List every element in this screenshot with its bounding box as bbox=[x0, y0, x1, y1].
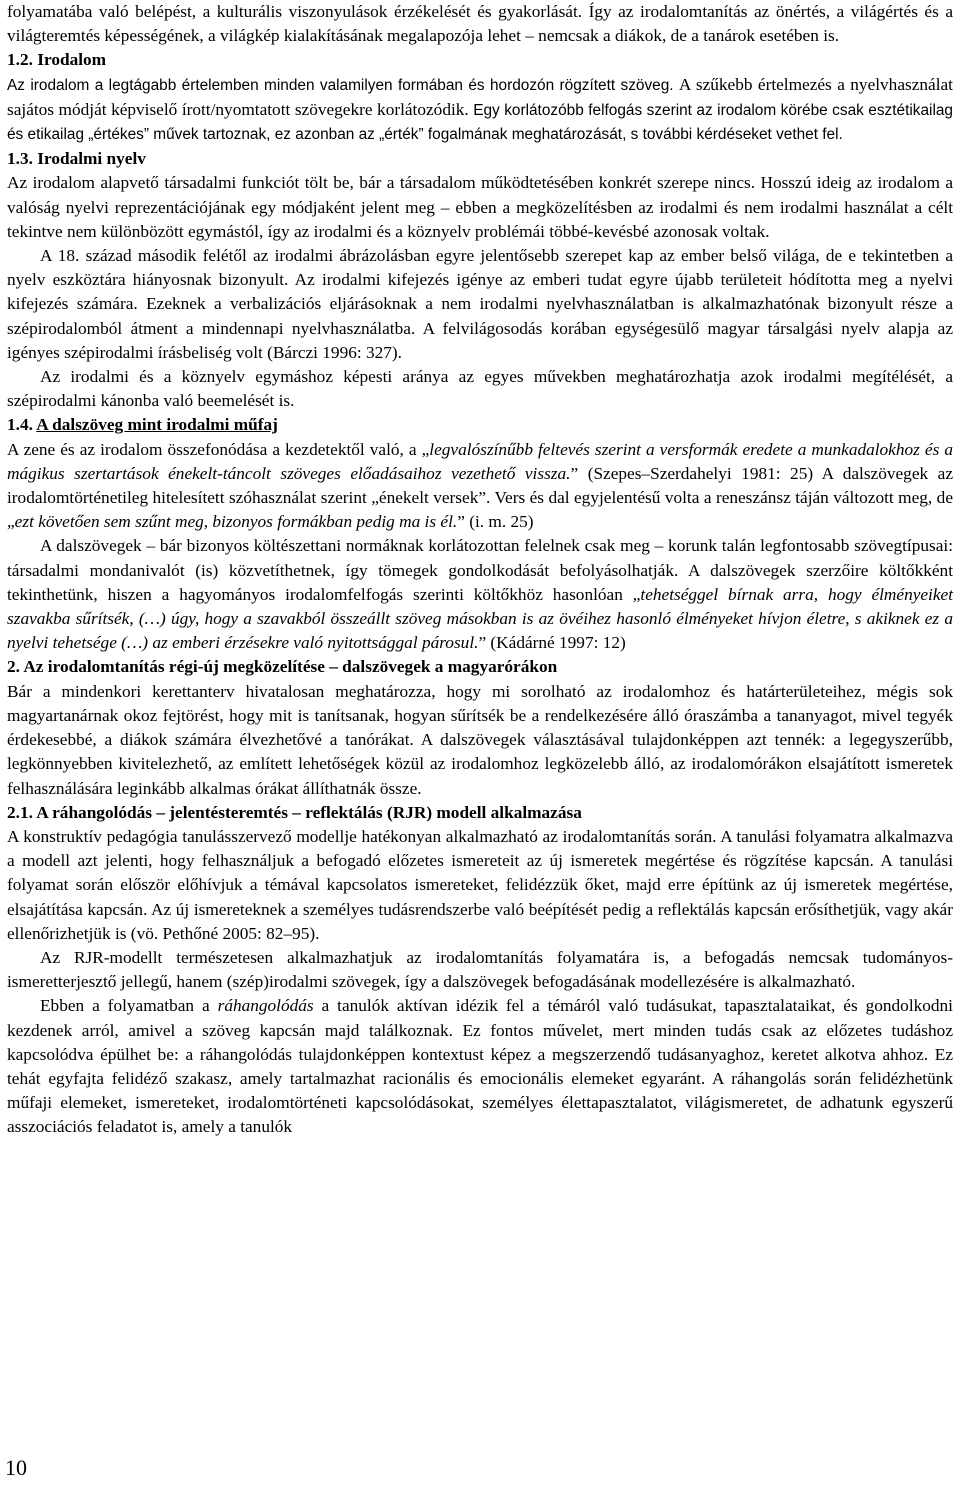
paragraph-2-1-c-emphasis: ráhangolódás bbox=[217, 996, 314, 1016]
heading-1-4-title: A dalszöveg mint irodalmi műfaj bbox=[36, 415, 278, 435]
paragraph-1-2-a: Az irodalom a legtágabb értelemben minden valamilyen formában és hordozón rögzített szöveg. bbox=[7, 76, 674, 94]
document-page bbox=[7, 0, 953, 1140]
paragraph-1-2-c: Egy korlátozóbb felfogás szerint az irodalom körébe csak esztétikailag és etikailag „értékes” művek tartoznak, ez azonban az „érték” fogalmának meghatározását, s további kérdéseket vethet fel. bbox=[7, 101, 953, 144]
heading-1-4 bbox=[7, 413, 953, 437]
paragraph-1-4-b-quote: tehetséggel bírnak arra, hogy élményeiket szavakba sűrítsék, (…) úgy, hogy a szavakból összeállt szöveg másokban is az övéihez hasonló élményeket hívjon életre, s akiknek ez a nyelvi tehetsége (…) az emberi érzésekre való nyitottsággal párosul. bbox=[7, 584, 953, 653]
paragraph-1-4-b bbox=[7, 534, 953, 655]
paragraph-1-4-b-part2: ” (Kádárné 1997: 12) bbox=[478, 633, 626, 653]
paragraph-1-4-a-part3: ” (i. m. 25) bbox=[457, 512, 534, 532]
paragraph-2-a: Bár a mindenkori kerettanterv hivatalosan meghatározza, hogy mi sorolható az irodalomhoz és határterületeihez, mégis sok magyartanárnak okoz fejtörést, hogy mit is tanítsanak, hogyan sűrítsék be a rendelkezésére álló óraszámba a tananyagot, mivel tegyék érdekesebbé, a diákok számára élvezhetővé a tanórákat. A dalszövegek választásával tulajdonképpen azt tennék: a legegyszerűbb, legkönnyebben kivitelezhető, az említett lehetőségek közül az irodalomhoz legközelebb álló, az irodalomórákon elsajátított ismeretek felhasználására leginkább alkalmas órákat állíthatnák össze. bbox=[7, 681, 953, 798]
paragraph-1-4-b-part1: A dalszövegek – bár bizonyos költészettani normáknak korlátozottan felelnek csak meg – korunk talán legfontosabb szövegtípusai: társadalmi mondanivalót (is) közvetíthetnek, így tömegek gondolkodását befolyásolhatják. A dalszövegek szerzőire költőkként tekinthetünk, hiszen a hagyományos irodalomfelfogás szerinti költőkhöz hasonlóan „ bbox=[7, 536, 953, 604]
heading-1-3: 1.3. Irodalmi nyelv bbox=[7, 149, 146, 169]
heading-2-1: 2.1. A ráhangolódás – jelentésteremtés – reflektálás (RJR) modell alkalmazása bbox=[7, 802, 582, 822]
paragraph-1-4-a-part1: A zene és az irodalom összefonódása a kezdetektől való, a „ bbox=[7, 439, 430, 459]
paragraph-1-4-a-part2: ” (Szepes–Szerdahelyi 1981: 25) A dalszövegek az irodalomtörténetileg hitelesített szóhasználat szerint „énekelt versek”. Vers és dal egyjelentésű volta a reneszánsz táján változott meg, de „ bbox=[7, 463, 953, 532]
paragraph-1-2 bbox=[7, 73, 953, 148]
paragraph-1-3-b: A 18. század második felétől az irodalmi ábrázolásban egyre jelentősebb szerepet kap az ember belső világa, de e tekintetben a nyelv eszköztára hiányosnak bizonyult. Az irodalmi kifejezés igénye az emberi tudat egyre újabb területeit hódította meg a nyelvi kifejezés számára. Ezeknek a verbalizációs eljárásoknak a nem irodalmi nyelvhasználatban is alkalmazhatónak bizonyult része a szépirodalomból átment a mindennapi nyelvhasználatba. A felvilágosodás korában egységesülő magyar társalgási nyelv alapja az igényes szépirodalmi írásbeliség volt (Bárczi 1996: 327). bbox=[7, 246, 953, 362]
paragraph-2-1-c-part1: Ebben a folyamatban a bbox=[40, 996, 218, 1016]
heading-1-4-number: 1.4. bbox=[7, 415, 37, 435]
heading-2: 2. Az irodalomtanítás régi-új megközelítése – dalszövegek a magyarórákon bbox=[7, 657, 558, 677]
paragraph-1-3-c: Az irodalmi és a köznyelv egymáshoz képesti aránya az egyes művekben meghatározhatja azok irodalmi megítélését, a szépirodalmi kánonba való beemelését is. bbox=[7, 367, 953, 411]
paragraph-1-3-a: Az irodalom alapvető társadalmi funkciót tölt be, bár a társadalom működtetésében konkrét szerepe nincs. Hosszú ideig az irodalom a valóság nyelvi reprezentációjának egy módjaként jelent meg – ebben a megközelítésben az irodalmi és nem irodalmi használat a célt tekintve nem különbözött egymástól, így az irodalmi és a köznyelv problémái többé-kevésbé azonosak voltak. bbox=[7, 173, 953, 241]
paragraph-1-2-b: A szűkebb értelmezés a nyelvhasználat sajátos módját képviselő írott/nyomtatott szövegekre korlátozódik. bbox=[7, 74, 953, 119]
heading-1-2: 1.2. Irodalom bbox=[7, 50, 107, 70]
paragraph-2-1-c bbox=[7, 994, 953, 1139]
paragraph-2-1-b: Az RJR-modellt természetesen alkalmazhatjuk az irodalomtanítás folyamatára is, a befogadás nemcsak tudományos-ismeretterjesztő jellegű, hanem (szép)irodalmi szövegek, így a dalszövegek befogadásának modellezésére is alkalmazható. bbox=[7, 947, 953, 992]
paragraph-2-1-c-part2: a tanulók aktívan idézik fel a témáról való tudásukat, tapasztalataikat, és gondolkodni kezdenek arról, amivel a szöveg kapcsán majd találkoznak. Ez fontos művelet, mert minden tudás csak az előzetes tudáshoz kapcsolódva épülhet be: a ráhangolódás tulajdonképpen kontextust képez a megszerzendő tudásanyaghoz, keretet alkotva ahhoz. Ez tehát egyfajta felidéző szakasz, amely tartalmazhat racionális és emocionális elemeket egyaránt. A ráhangolás során felidézhetünk műfaji elemeket, ismereteket, irodalomtörténeti kapcsolódásokat, személyes élettapasztalatot, világismeretet, de adhatunk egyszerű asszociációs feladatot is, amely a tanulók bbox=[7, 996, 953, 1137]
page-number: 10 bbox=[5, 1455, 27, 1480]
paragraph-1-4-a bbox=[7, 438, 953, 535]
paragraph-2-1-a: A konstruktív pedagógia tanulásszervező modellje hatékonyan alkalmazható az irodalomtanítás során. A tanulási folyamatra alkalmazva a modell azt jelenti, hogy felhasználjuk a befogadó előzetes ismereteit az új ismeretek megértése és rögzítése kapcsán. A tanulási folyamat során először előhívjuk a témával kapcsolatos ismereteket, felidézzük őket, majd erre építünk az új ismeretek megértése, elsajátítása kapcsán. Az új ismereteknek a személyes tudásrendszerbe való beépítését pedig a reflektálás kapcsán erősíthetjük, vagy akár ellenőrizhetjük is (vö. Pethőné 2005: 82–95). bbox=[7, 826, 953, 943]
paragraph-1-4-a-quote2: ezt követően sem szűnt meg, bizonyos formákban pedig ma is él. bbox=[14, 512, 458, 532]
paragraph-1-4-a-quote1: legvalószínűbb feltevés szerint a versformák eredete a munkadalokhoz és a mágikus szertartások énekelt-táncolt szöveges előadásaihoz vezethető vissza. bbox=[7, 439, 953, 483]
paragraph-intro: folyamatába való belépést, a kulturális viszonyulások érzékelését és gyakorlását. Így az irodalomtanítás az önértés, a világértés és a világteremtés képességének, a világkép kialakításának megalapozója lehet – nemcsak a diákok, de a tanárok esetében is. bbox=[7, 2, 953, 46]
